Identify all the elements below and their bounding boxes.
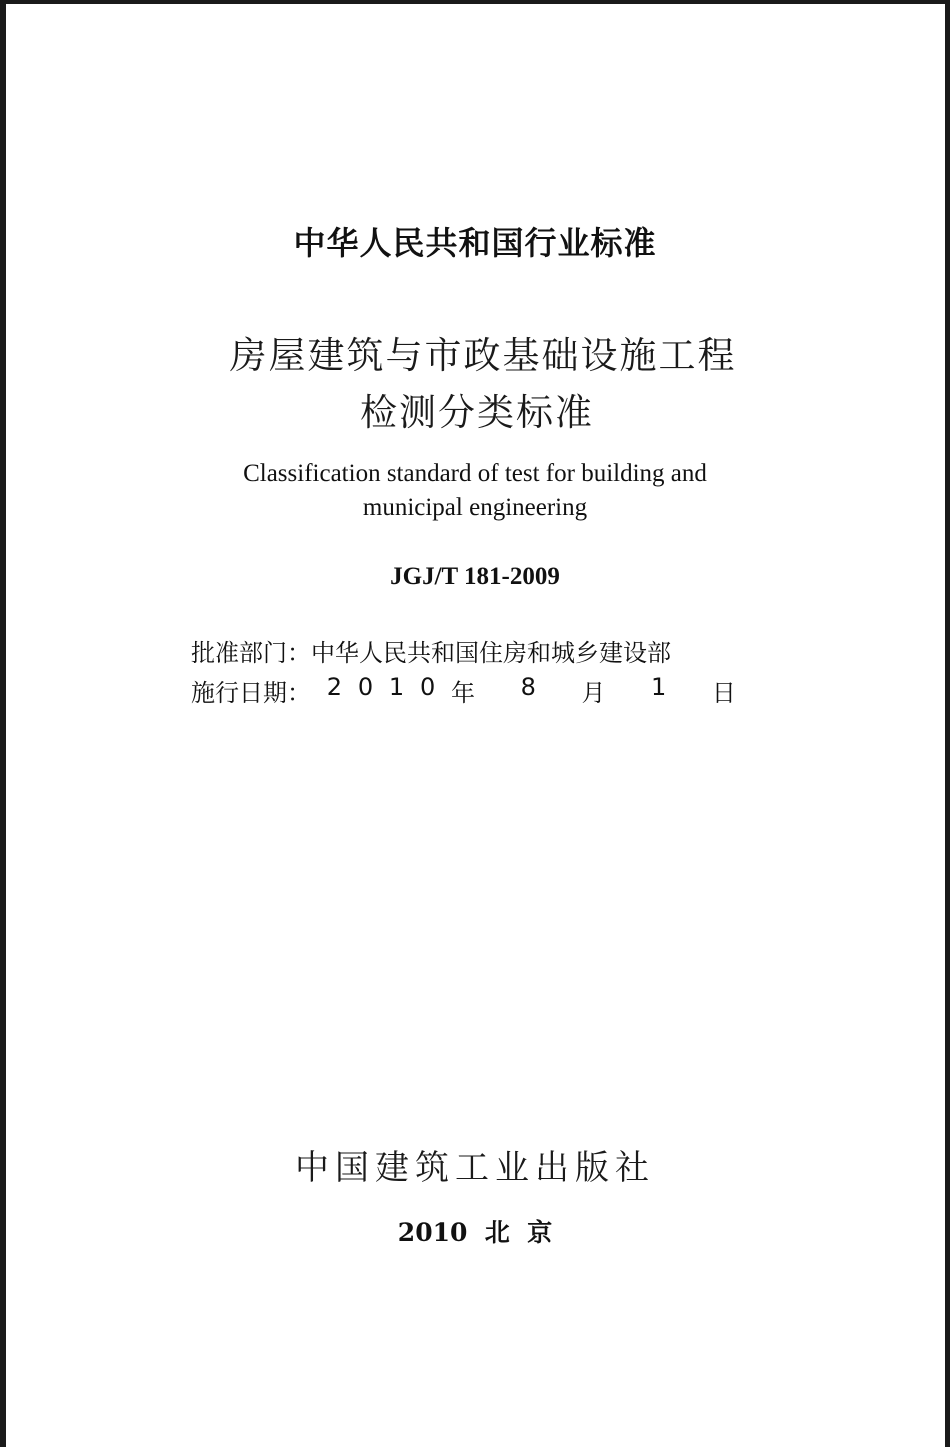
effective-date-part: 0 <box>357 673 374 701</box>
chinese-title-line-2: 检测分类标准 <box>360 391 594 434</box>
effective-date-part: 年 <box>451 679 476 707</box>
effective-date-part: 1 <box>651 673 667 701</box>
approval-department: 批准部门：中华人民共和国住房和城乡建设部 <box>191 639 671 667</box>
effective-date-part: 8 <box>520 673 536 701</box>
effective-date-part: 1 <box>388 673 405 701</box>
standard-number: JGJ/T 181-2009 <box>390 563 560 590</box>
chinese-title-line-1: 房屋建筑与市政基础设施工程 <box>229 334 737 377</box>
effective-date-label: 施行日期： <box>191 679 311 707</box>
effective-date-part: 月 <box>581 679 606 707</box>
effective-date-part: 2 <box>326 673 343 701</box>
english-title-line-1: Classification standard of test for building and <box>243 460 707 487</box>
effective-date-part: 日 <box>711 679 736 707</box>
effective-date <box>191 673 736 708</box>
effective-date-part: 0 <box>419 673 436 701</box>
publication-place-year: 2010 北 京 <box>397 1218 553 1247</box>
page-edge-top <box>0 0 950 4</box>
publisher-name: 中国建筑工业出版社 <box>295 1148 655 1188</box>
english-title-line-2: municipal engineering <box>362 494 588 521</box>
standard-series-heading: 中华人民共和国行业标准 <box>293 224 657 262</box>
